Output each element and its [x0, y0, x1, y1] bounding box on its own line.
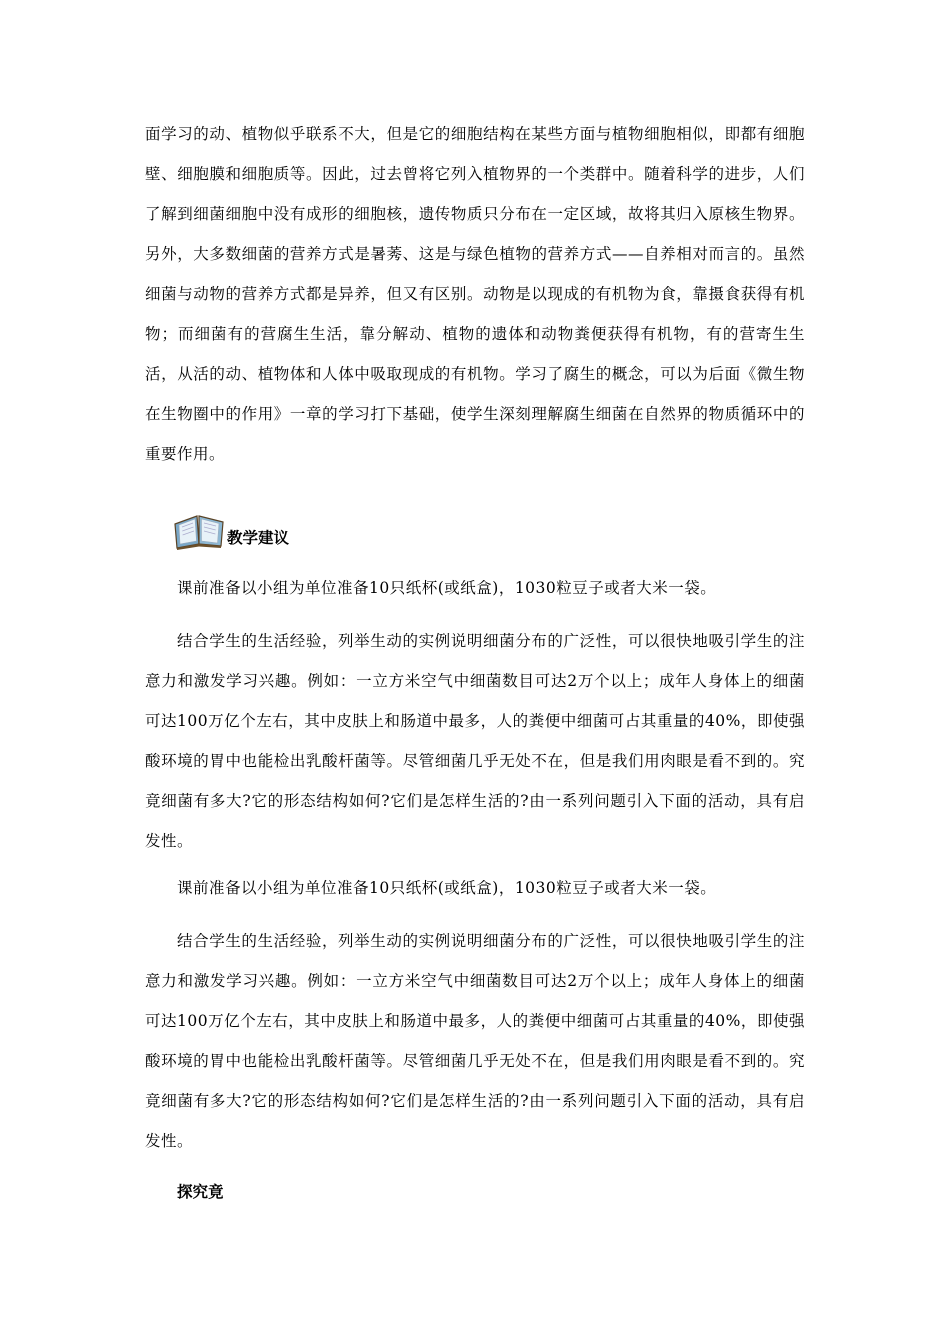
- open-book-icon: [173, 510, 225, 550]
- section-title-teaching: 教学建议: [227, 529, 290, 547]
- section-header-teaching: [173, 508, 289, 550]
- paragraph-experience-1: 结合学生的生活经验，列举生动的实例说明细菌分布的广泛性，可以很快地吸引学生的注意力和激发学习兴趣。例如：一立方米空气中细菌数目可达2万个以上；成年人身体上的细菌可达100万亿个左右，其中皮肤上和肠道中最多，人的粪便中细菌可占其重量的40%，即使强酸环境的胃中也能检出乳酸杆菌等。尽管细菌几乎无处不在，但是我们用肉眼是看不到的。究竟细菌有多大?它的形态结构如何?它们是怎样生活的?由一系列问题引入下面的活动，具有启发性。: [145, 632, 805, 850]
- section-title-explore: 探究竟: [177, 1183, 224, 1201]
- paragraph-intro: 面学习的动、植物似乎联系不大，但是它的细胞结构在某些方面与植物细胞相似，即都有细胞壁、细胞膜和细胞质等。因此，过去曾将它列入植物界的一个类群中。随着科学的进步，人们了解到细菌细胞中没有成形的细胞核，遗传物质只分布在一定区域，故将其归入原核生物界。另外，大多数细菌的营养方式是暑莠、这是与绿色植物的营养方式——自养相对而言的。虽然细菌与动物的营养方式都是异养，但又有区别。动物是以现成的有机物为食，靠摄食获得有机物；而细菌有的营腐生生活，靠分解动、植物的遗体和动物粪便获得有机物，有的营寄生生活，从活的动、植物体和人体中吸取现成的有机物。学习了腐生的概念，可以为后面《微生物在生物圈中的作用》一章的学习打下基础，使学生深刻理解腐生细菌在自然界的物质循环中的重要作用。: [145, 125, 805, 463]
- paragraph-experience-2: 结合学生的生活经验，列举生动的实例说明细菌分布的广泛性，可以很快地吸引学生的注意力和激发学习兴趣。例如：一立方米空气中细菌数目可达2万个以上；成年人身体上的细菌可达100万亿个左右，其中皮肤上和肠道中最多，人的粪便中细菌可占其重量的40%，即使强酸环境的胃中也能检出乳酸杆菌等。尽管细菌几乎无处不在，但是我们用肉眼是看不到的。究竟细菌有多大?它的形态结构如何?它们是怎样生活的?由一系列问题引入下面的活动，具有启发性。: [145, 932, 805, 1150]
- paragraph-preparation-1: 课前准备以小组为单位准备10只纸杯(或纸盒)，1030粒豆子或者大米一袋。: [177, 579, 717, 597]
- paragraph-preparation-2: 课前准备以小组为单位准备10只纸杯(或纸盒)，1030粒豆子或者大米一袋。: [177, 879, 717, 897]
